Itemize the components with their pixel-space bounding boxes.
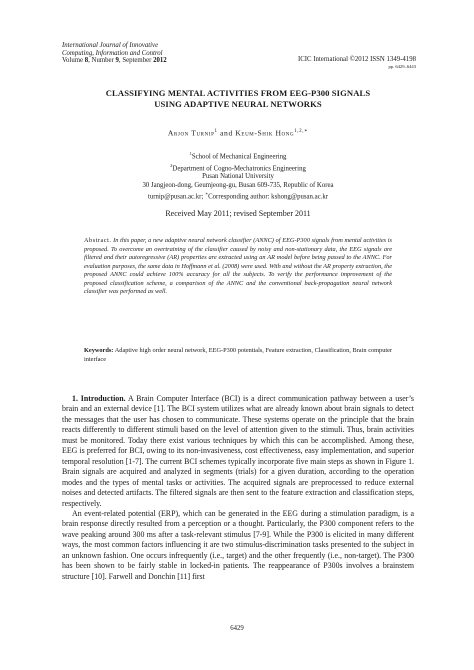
volume-number: 8: [84, 57, 89, 65]
affiliation-line: $^2$Department of Cogno-Mechatronics Engineering: [170, 162, 306, 172]
keywords-text: Adaptive high order neural network, EEG-P300 potentials, Feature extraction, Classification, Brain computer interface: [84, 347, 392, 363]
affiliation-address: 30 Jangjeon-dong, Geumjeong-gu, Busan 609-735, Republic of Korea: [142, 181, 334, 189]
journal-header: [62, 42, 167, 65]
author-emails: turnip@pusan.ac.kr; ∗Corresponding author: kshong@pusan.ac.kr: [147, 191, 329, 201]
affiliation-line: Pusan National University: [202, 173, 274, 181]
received-dates: Received May 2011; revised September 2011: [165, 209, 311, 218]
paragraph: An event-related potential (ERP), which can be generated in the EEG during a stimulation paradigm, is a brain response directly resulted from a perception or a thought. Particularly, the P300 component refers to the wave peaking around 300 ms after a task-relevant stimulus [7-9]. While the P300 is elicited in many different ways, the most common factors influencing it are two stimulus-discrimination tasks presented to the subject in an unknown fashion. One occurs infrequently (i.e., target) and the other frequently (i.e., non-target). The P300 has been shown to be fairly stable in locked-in patients. The reappearance of P300s involves a brainstem structure [10]. Farwell and Donchin [11] first: [62, 508, 414, 581]
issue-number: 9: [115, 57, 119, 65]
author-name: Keum-Shik Hong: [235, 128, 295, 138]
corresponding-email-link[interactable]: Corresponding author: kshong@pusan.ac.kr: [208, 193, 329, 201]
paper-title: [62, 88, 414, 110]
volume-line: Volume 8, Number 9, September 2012: [62, 57, 167, 65]
page-number: 6429: [230, 625, 244, 632]
author-name: Arjon Turnip: [167, 128, 215, 138]
publisher-header: [298, 56, 416, 70]
keywords: [84, 347, 392, 364]
journal-name-line2: Computing, Information and Control: [62, 49, 163, 57]
abstract-text: In this paper, a new adaptive neural network classifier (ANNC) of EEG-P300 signals from mental activities is proposed. To overcome an overtraining of the classifier caused by noisy and non-stationary data, the EEG signals are filtered and their autoregressive (AR) properties are extracted using an AR model before being passed to the ANNC. For evaluation purposes, the same data in Hoffmann et al. (2008) were used. With and without the AR property extraction, the proposed ANNC could achieve 100% accuracy for all the subjects. To verify the performance improvement of the proposed classification scheme, a comparison of the ANNC and the conventional back-propagation neural network classifier was performed as well.: [84, 237, 392, 295]
issue-year: 2012: [153, 57, 167, 65]
author-list: Arjon Turnip$^1$ and Keum-Shik Hong$^{1,2,∗}$: [167, 128, 309, 138]
paragraph: 1. Introduction. A Brain Computer Interface (BCI) is a direct communication pathway between a user’s brain and an external device [1]. The BCI system utilizes what are already known about brain signals to detect the messages that the user has chosen to communicate. These systems operate on the principle that the brain reacts differently to different stimuli based on the level of attention given to the stimuli. Thus, brain activities must be monitored. Today there exist various techniques by which this can be accomplished. Among these, EEG is preferred for BCI, owing to its non-invasiveness, cost effectiveness, easy implementation, and superior temporal resolution [1-7]. The current BCI schemes typically incorporate five main steps as shown in Figure 1. Brain signals are acquired and analyzed in segments (trials) for a given duration, according to the operation modes and the types of mental tasks or activities. The acquired signals are preprocessed to reduce external noises and detected artifacts. The filtered signals are then sent to the feature extraction and classification steps, respectively.: [62, 394, 414, 508]
affiliation-line: $^1$School of Mechanical Engineering: [189, 151, 287, 161]
introduction-section: [62, 394, 414, 582]
affiliations: [62, 150, 414, 202]
section-heading: Introduction.: [80, 394, 126, 403]
title-line-1: CLASSIFYING MENTAL ACTIVITIES FROM EEG-P300 SIGNALS: [105, 88, 371, 98]
publisher-issn: ICIC International ©2012 ISSN 1349-4198: [297, 56, 416, 63]
keywords-label: Keywords:: [84, 347, 114, 354]
page-range: pp. 6429–6443: [388, 63, 416, 69]
section-number: 1.: [72, 394, 78, 403]
abstract-label: Abstract.: [84, 237, 112, 244]
journal-name-line1: International Journal of Innovative: [62, 42, 159, 49]
abstract: [84, 237, 392, 297]
title-line-2: USING ADAPTIVE NEURAL NETWORKS: [154, 99, 322, 109]
email-link[interactable]: turnip@pusan.ac.kr;: [147, 193, 205, 201]
